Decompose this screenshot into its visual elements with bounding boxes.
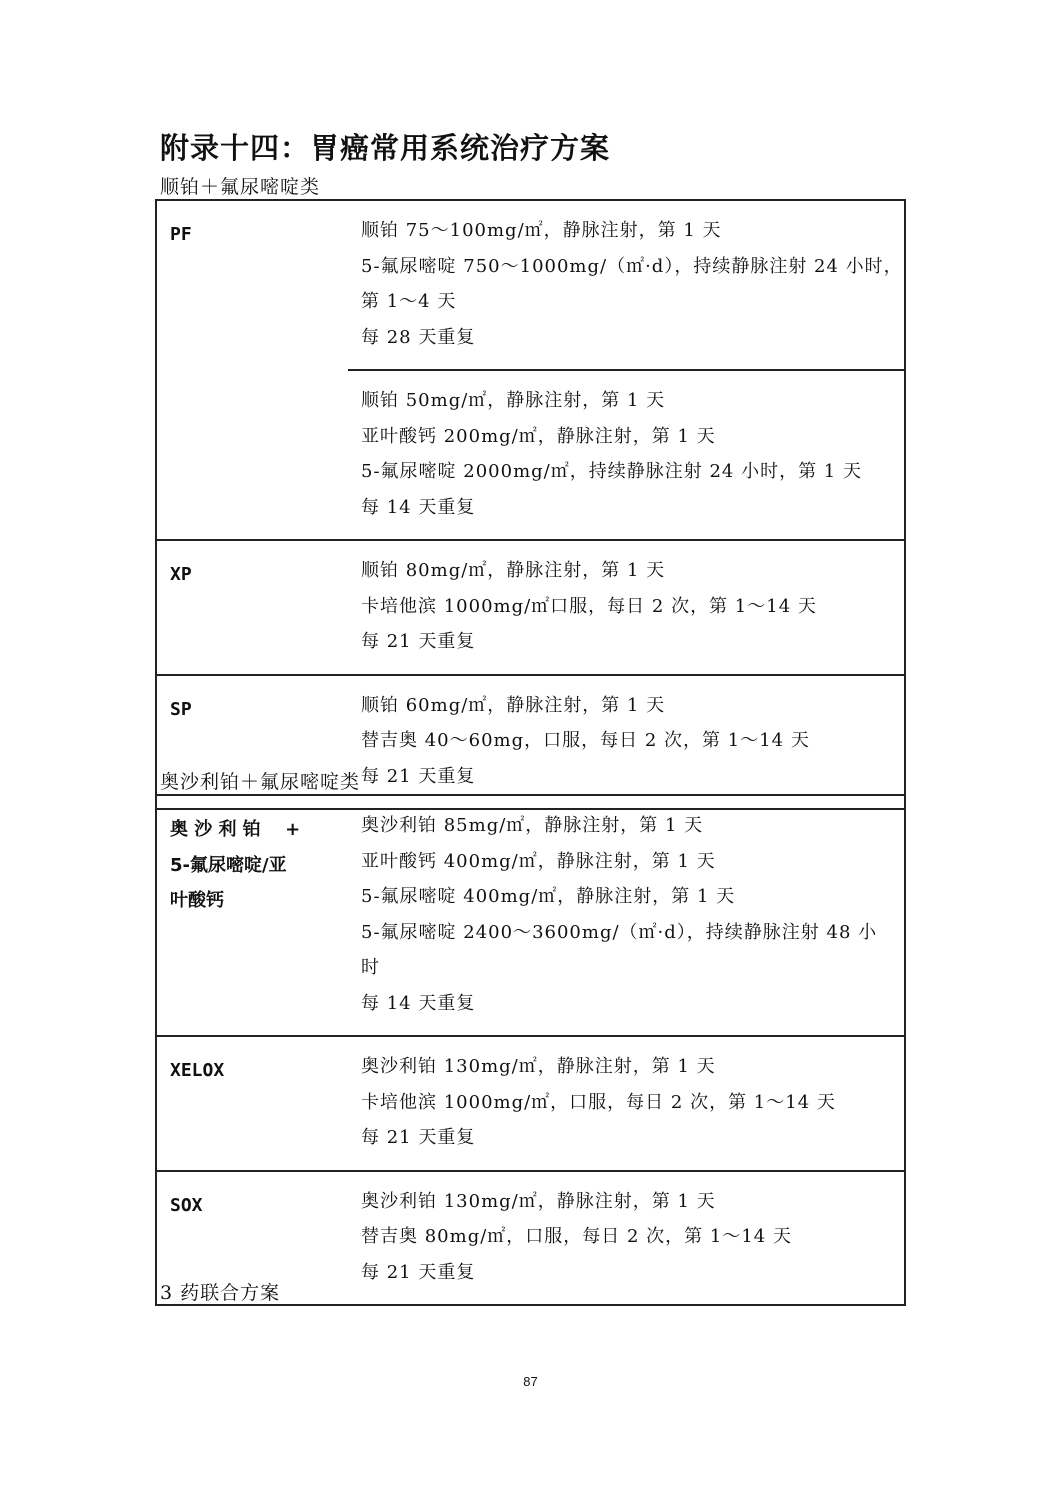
table-row (156, 540, 905, 675)
dosing-line: 顺铂 60mg/㎡，静脉注射，第 1 天 (361, 694, 666, 716)
regimen-variant (348, 1037, 904, 1170)
section-label-cisplatin: 顺铂＋氟尿嘧啶类 (160, 176, 321, 198)
dosing-line: 每 21 天重复 (361, 1127, 476, 1148)
regimen-name: SOX (156, 1171, 348, 1306)
dosing-line: 每 21 天重复 (361, 631, 476, 652)
dosing-line: 亚叶酸钙 200mg/㎡，静脉注射，第 1 天 (361, 425, 716, 447)
dosing-line: 5-氟尿嘧啶 2400～3600mg/（㎡·d），持续静脉注射 48 小 (361, 921, 878, 943)
regimen-name-line: 叶酸钙 (170, 890, 224, 911)
dosing-line: 顺铂 50mg/㎡，静脉注射，第 1 天 (361, 390, 666, 411)
dosing-line: 奥沙利铂 130mg/㎡，静脉注射，第 1 天 (361, 1056, 716, 1077)
table-row (156, 795, 905, 1036)
regimen-variant (348, 676, 904, 809)
dosing-line: 亚叶酸钙 400mg/㎡，静脉注射，第 1 天 (361, 850, 716, 872)
dosing-line: 每 28 天重复 (361, 326, 476, 348)
regimen-variant (348, 541, 904, 674)
dosing-line: 顺铂 80mg/㎡，静脉注射，第 1 天 (361, 560, 666, 581)
dosing-line: 每 14 天重复 (361, 992, 476, 1014)
regimen-variant (348, 369, 904, 539)
regimen-name-line: 5-氟尿嘧啶/亚 (170, 854, 287, 876)
regimen-description (348, 540, 905, 675)
page-number: 87 (523, 1374, 538, 1389)
dosing-line: 卡培他滨 1000mg/㎡口服，每日 2 次，第 1～14 天 (361, 595, 817, 617)
dosing-line: 奥沙利铂 85mg/㎡，静脉注射，第 1 天 (361, 815, 704, 836)
dosing-line: 顺铂 75～100mg/㎡，静脉注射，第 1 天 (361, 220, 722, 241)
dosing-line: 时 (361, 957, 380, 978)
dosing-line: 第 1～4 天 (361, 291, 457, 312)
dosing-line: 奥沙利铂 130mg/㎡，静脉注射，第 1 天 (361, 1190, 716, 1212)
regimen-name: SP (156, 675, 348, 810)
dosing-line: 卡培他滨 1000mg/㎡，口服，每日 2 次，第 1～14 天 (361, 1091, 836, 1113)
regimen-variant (348, 201, 904, 369)
regimen-description (348, 1171, 905, 1306)
regimen-description (348, 200, 905, 540)
dosing-line: 每 21 天重复 (361, 765, 476, 787)
regimen-name: PF (170, 224, 192, 245)
table-row (156, 1036, 905, 1171)
dosing-line: 5-氟尿嘧啶 400mg/㎡，静脉注射，第 1 天 (361, 886, 736, 907)
regimen-variant (348, 1172, 904, 1305)
dosing-line: 替吉奥 40～60mg，口服，每日 2 次，第 1～14 天 (361, 730, 810, 751)
regimen-name: XELOX (156, 1036, 348, 1171)
dosing-line: 每 21 天重复 (361, 1261, 476, 1283)
regimen-description (348, 675, 905, 810)
table-row (156, 200, 905, 540)
regimen-name-line: 奥 沙 利 铂 + (170, 819, 301, 840)
regimen-description (348, 795, 905, 1036)
dosing-line: 替吉奥 80mg/㎡，口服，每日 2 次，第 1～14 天 (361, 1226, 792, 1247)
dosing-line: 每 14 天重复 (361, 496, 476, 518)
regimen-name: XP (156, 540, 348, 675)
page-title: 附录十四：胃癌常用系统治疗方案 (160, 131, 611, 165)
dosing-line: 5-氟尿嘧啶 750～1000mg/（㎡·d），持续静脉注射 24 小时， (361, 255, 903, 277)
dosing-line: 5-氟尿嘧啶 2000mg/㎡，持续静脉注射 24 小时，第 1 天 (361, 461, 862, 482)
regimen-name (156, 795, 348, 1036)
regimen-table-oxaliplatin (155, 794, 906, 1306)
regimen-description (348, 1036, 905, 1171)
regimen-table-cisplatin (155, 199, 906, 810)
regimen-variant (348, 796, 904, 1035)
section-label-triplet: 3 药联合方案 (160, 1282, 281, 1304)
section-label-oxaliplatin: 奥沙利铂＋氟尿嘧啶类 (160, 771, 361, 793)
